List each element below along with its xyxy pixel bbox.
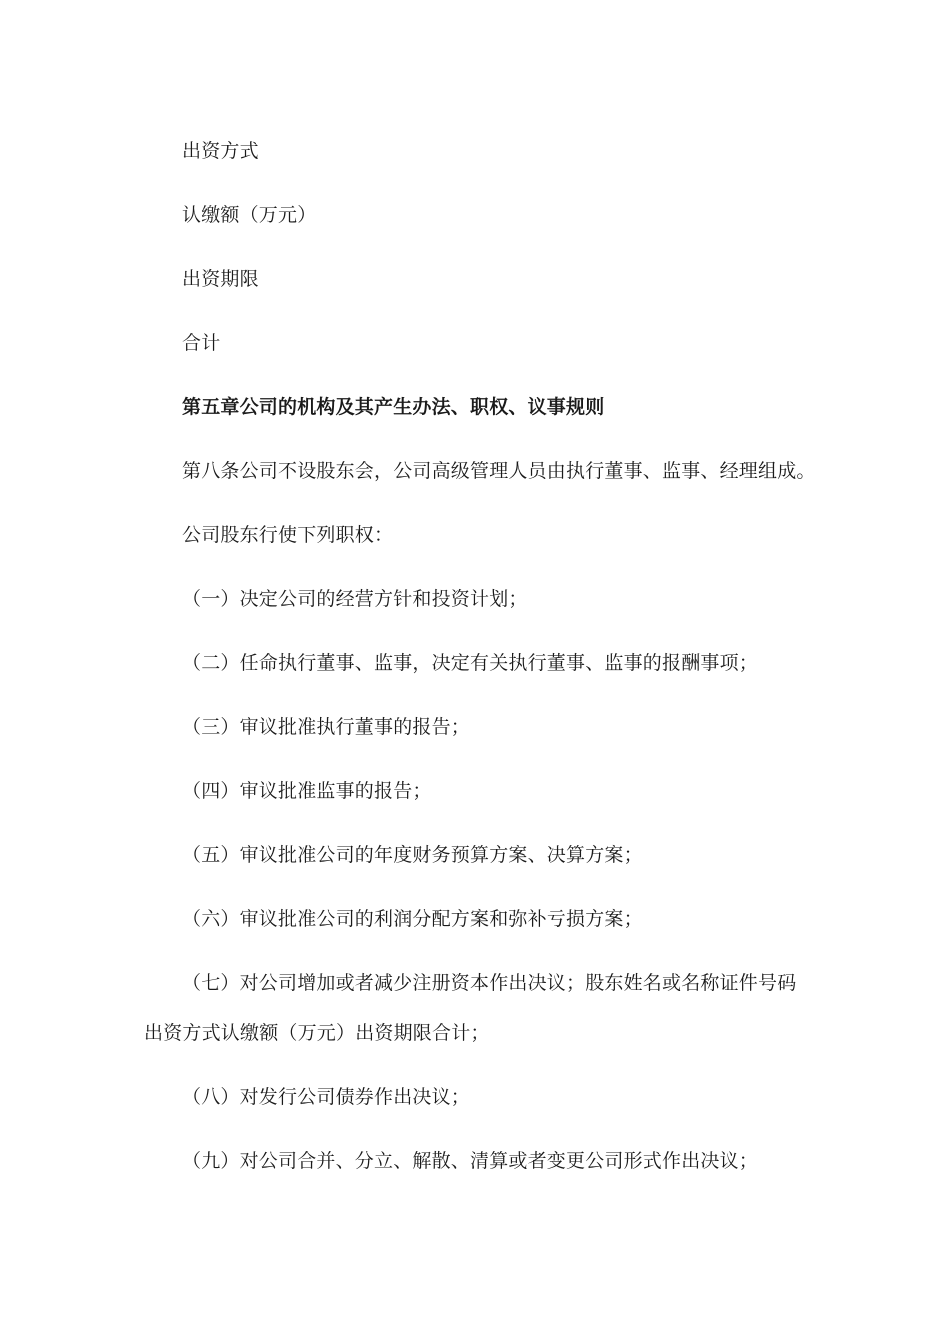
text-line-contribution-method: 出资方式: [182, 140, 259, 162]
power-item-7-continuation: 出资方式认缴额（万元）出资期限合计；: [144, 1022, 490, 1044]
text-line-total: 合计: [182, 332, 221, 354]
power-item-6: （六）审议批准公司的利润分配方案和弥补亏损方案；: [182, 908, 643, 930]
text-line-subscribed-amount: 认缴额（万元）: [182, 204, 317, 226]
power-item-3: （三）审议批准执行董事的报告；: [182, 716, 471, 738]
power-item-2: （二）任命执行董事、监事，决定有关执行董事、监事的报酬事项；: [182, 652, 759, 674]
power-item-5: （五）审议批准公司的年度财务预算方案、决算方案；: [182, 844, 643, 866]
power-item-7: （七）对公司增加或者减少注册资本作出决议；股东姓名或名称证件号码: [182, 972, 797, 994]
shareholder-powers-intro: 公司股东行使下列职权：: [182, 524, 394, 546]
power-item-4: （四）审议批准监事的报告；: [182, 780, 432, 802]
power-item-9: （九）对公司合并、分立、解散、清算或者变更公司形式作出决议；: [182, 1150, 759, 1172]
power-item-8: （八）对发行公司债券作出决议；: [182, 1086, 471, 1108]
article-eight: 第八条公司不设股东会，公司高级管理人员由执行董事、监事、经理组成。: [182, 460, 816, 482]
chapter-heading: 第五章公司的机构及其产生办法、职权、议事规则: [182, 396, 605, 418]
power-item-1: （一）决定公司的经营方针和投资计划；: [182, 588, 528, 610]
text-line-contribution-term: 出资期限: [182, 268, 259, 290]
